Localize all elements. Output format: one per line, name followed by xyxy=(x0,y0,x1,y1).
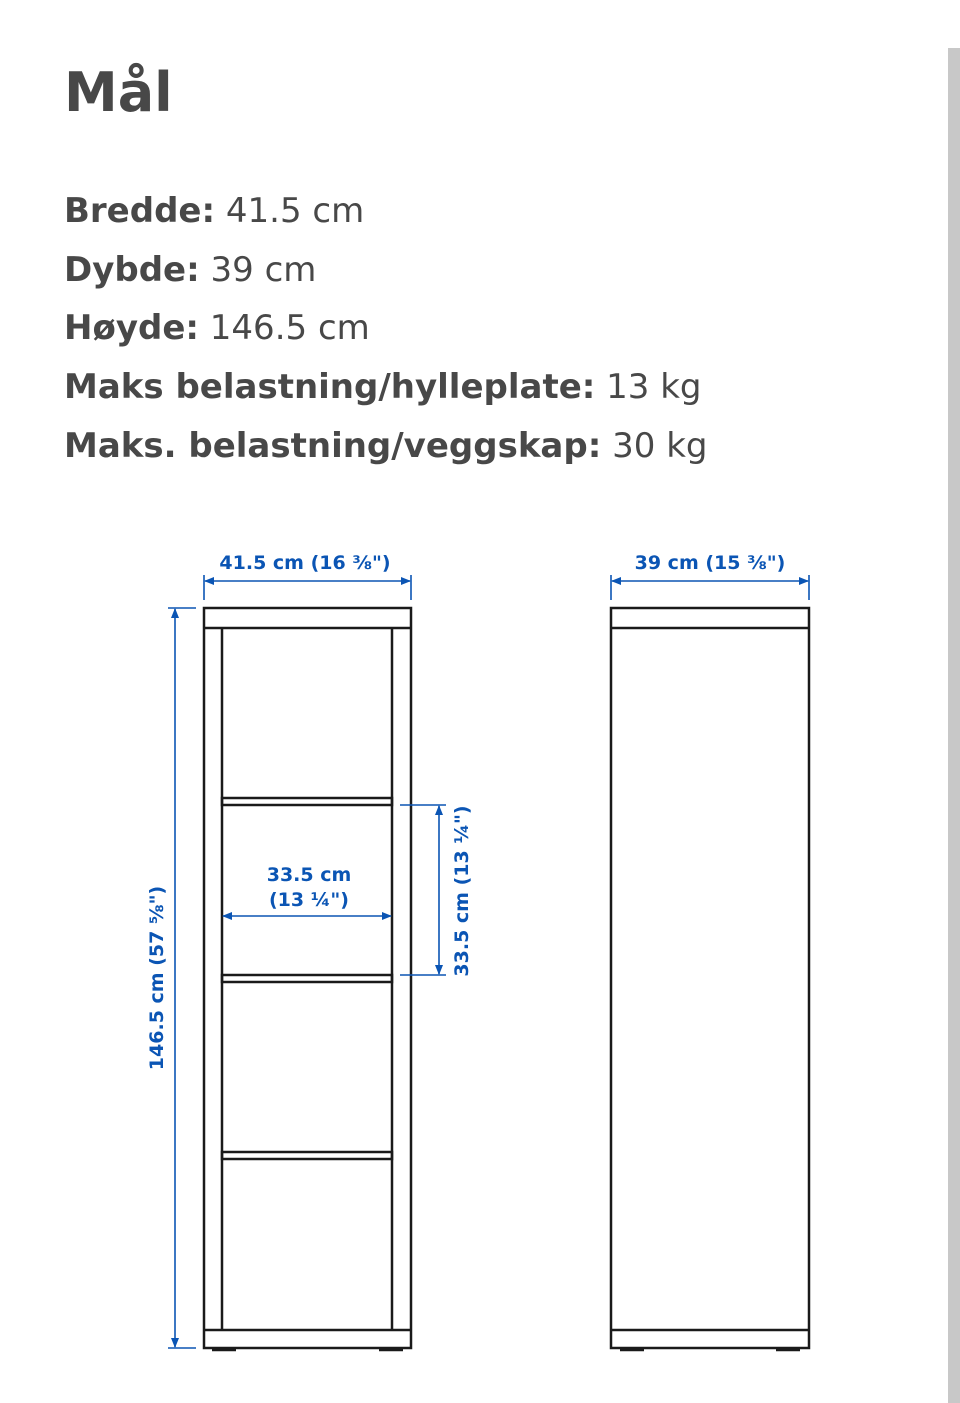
spec-value: 146.5 cm xyxy=(209,308,370,349)
front-shelf-1 xyxy=(222,798,392,805)
page-title: Mål xyxy=(64,61,173,124)
inner-width-label-line1: 33.5 cm xyxy=(266,864,352,886)
inner-width-label-line2: (13 ¼") xyxy=(269,889,349,911)
spec-label: Maks belastning/hylleplate: xyxy=(64,367,596,408)
side-depth-label: 39 cm (15 ⅜") xyxy=(634,552,786,574)
side-outline xyxy=(611,608,809,1348)
spec-value: 41.5 cm xyxy=(225,191,365,231)
spec-value: 30 kg xyxy=(612,425,708,466)
spec-label: Maks. belastning/veggskap: xyxy=(64,425,602,466)
spec-label: Høyde: xyxy=(64,308,199,349)
front-shelf-2 xyxy=(222,975,392,982)
front-shelf-3 xyxy=(222,1152,392,1159)
spec-value: 13 kg xyxy=(606,367,702,408)
spec-value: 39 cm xyxy=(210,249,317,290)
spec-label: Bredde: xyxy=(64,191,216,231)
front-outline xyxy=(204,608,411,1348)
spec-label: Dybde: xyxy=(64,249,200,290)
front-width-label: 41.5 cm (16 ⅜") xyxy=(219,552,391,574)
inner-height-label: 33.5 cm (13 ¼") xyxy=(451,805,473,977)
vertical-scrollbar[interactable] xyxy=(948,48,960,1403)
front-height-label: 146.5 cm (57 ⅝") xyxy=(146,885,168,1071)
side-view-shelf xyxy=(611,608,809,1350)
dimension-lines xyxy=(168,575,809,1348)
front-view-shelf xyxy=(204,608,411,1350)
